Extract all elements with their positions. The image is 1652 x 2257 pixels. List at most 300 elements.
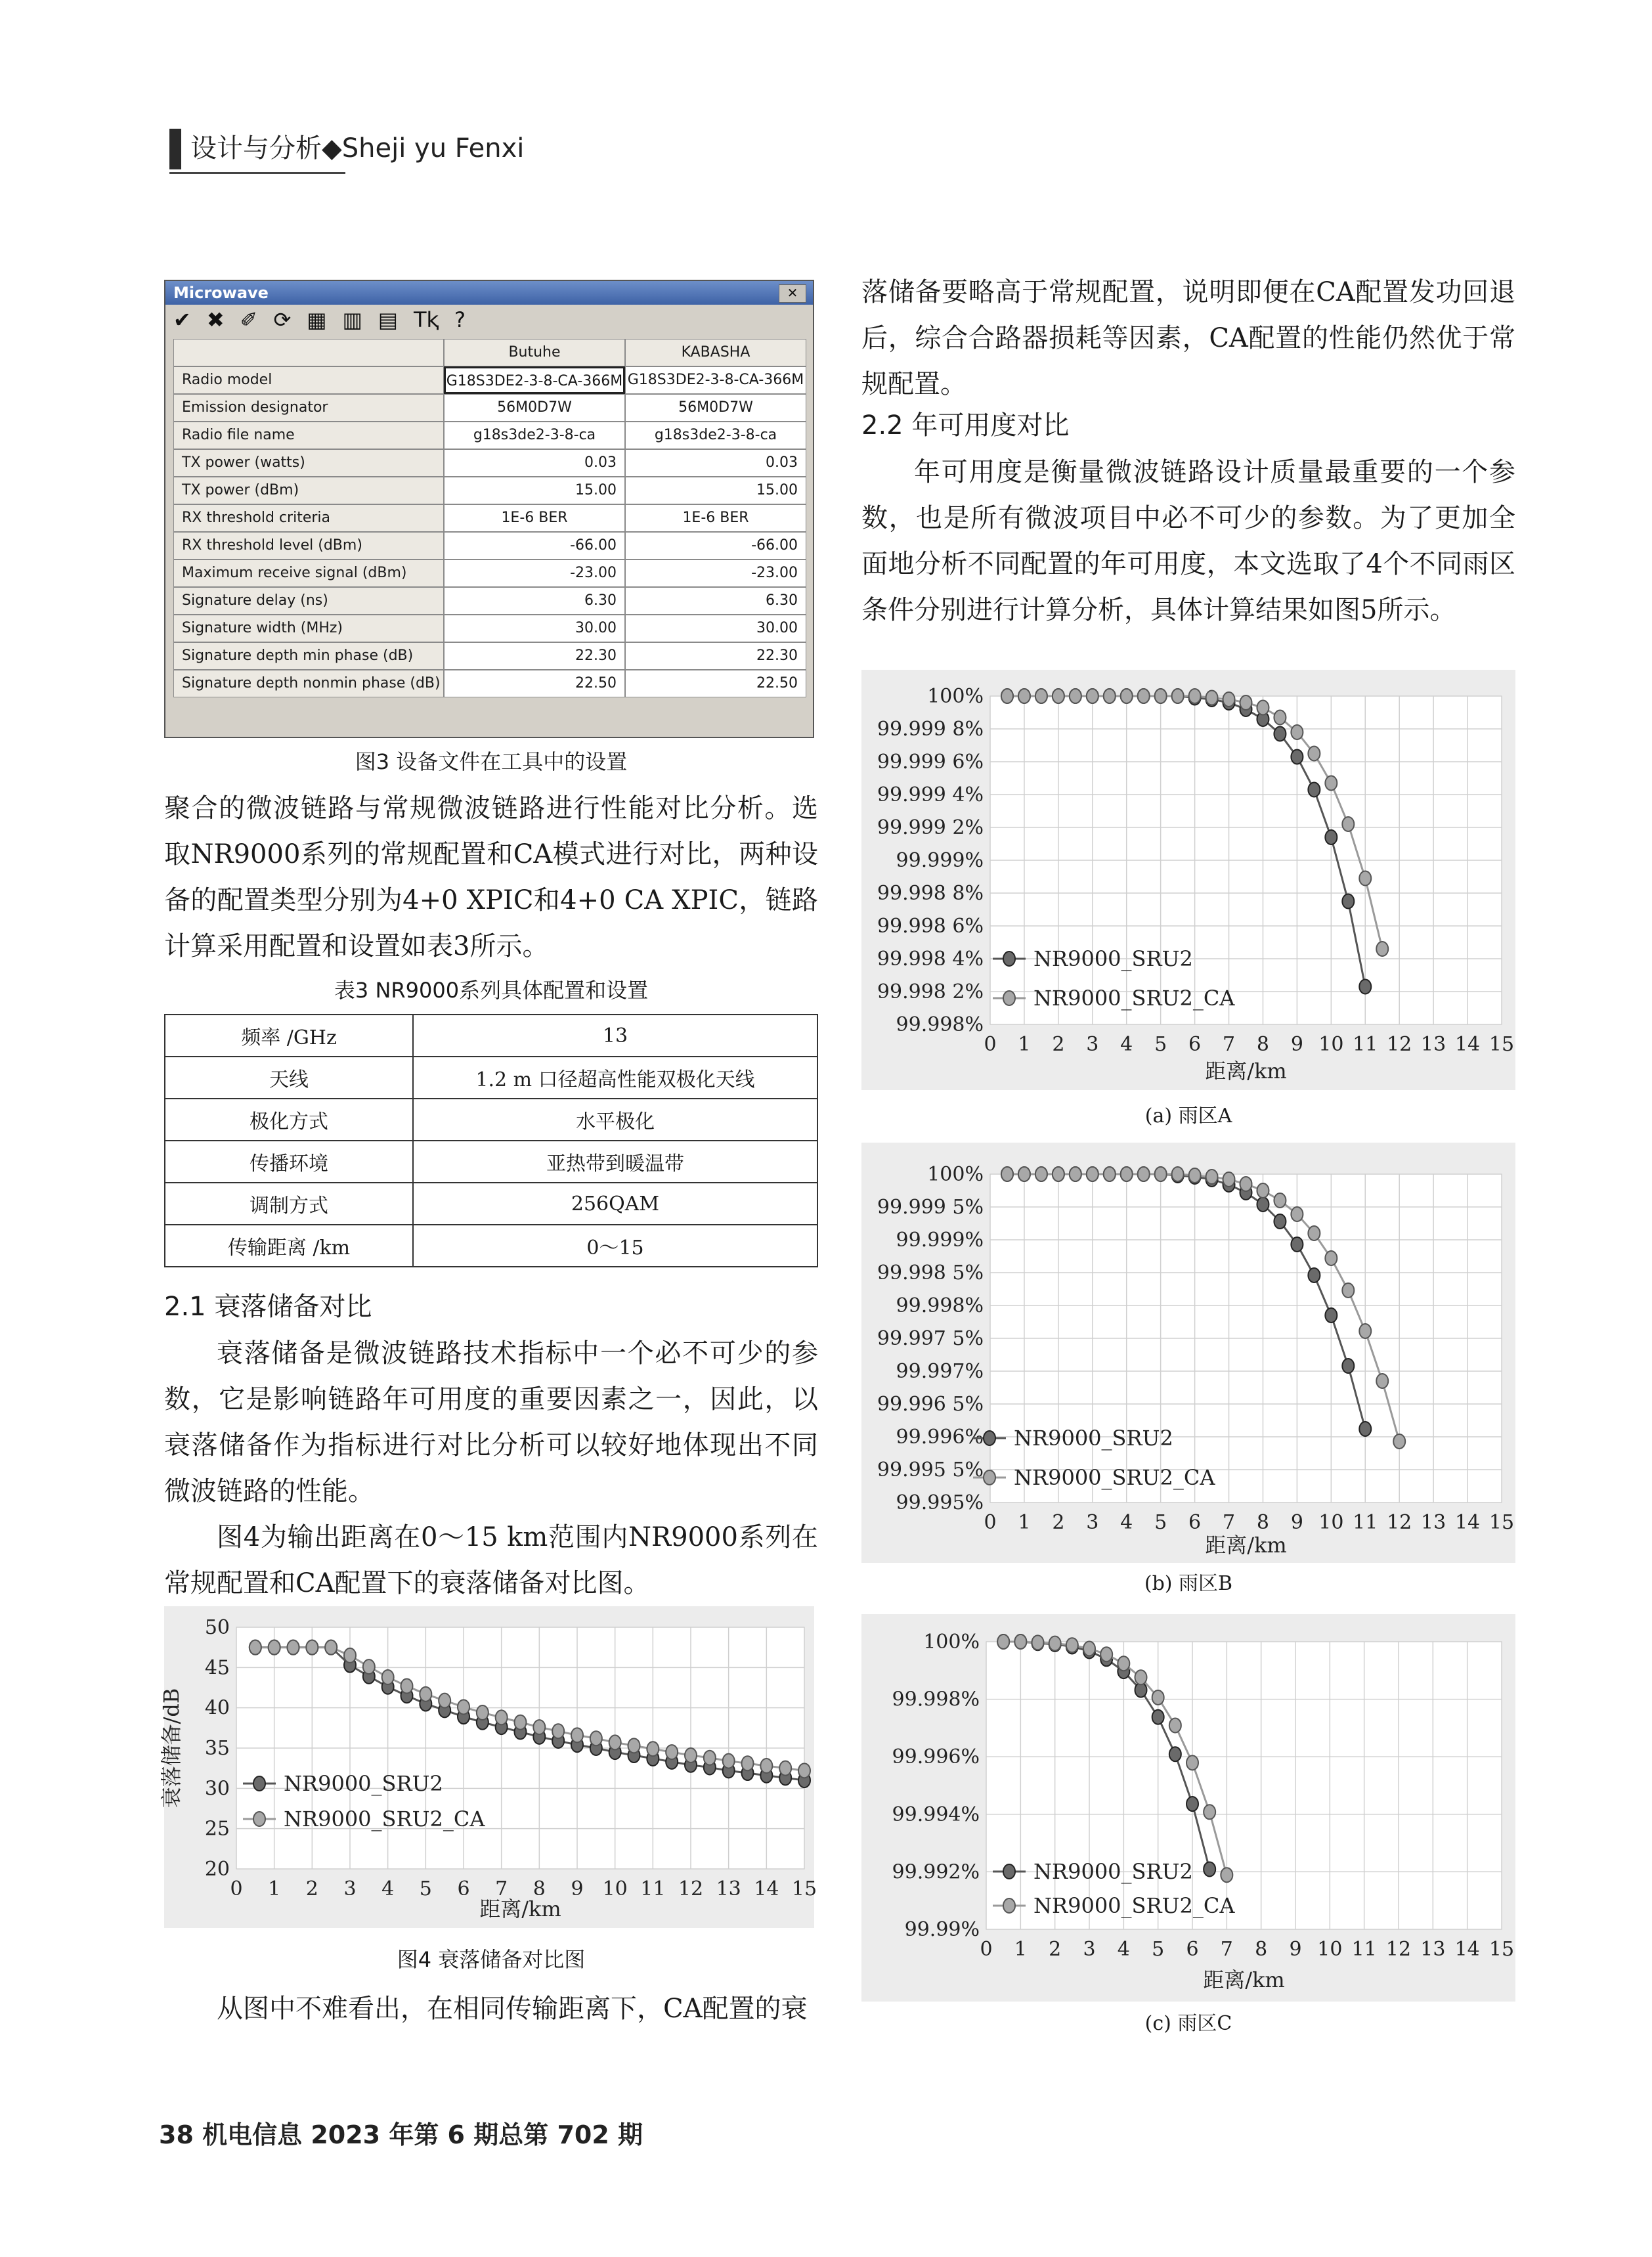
y-tick-label: 100% — [927, 1163, 984, 1186]
table-cell: 传输距离 /km — [165, 1225, 413, 1267]
property-label: Radio file name — [173, 422, 444, 449]
table-cell: 13 — [413, 1015, 817, 1057]
figure5b-caption: (b) 雨区B — [1144, 1572, 1233, 1595]
property-label: Signature depth nonmin phase (dB) — [173, 670, 444, 697]
data-point — [1204, 1805, 1215, 1819]
plot-area — [986, 1642, 1502, 1929]
x-tick-label: 9 — [1290, 1033, 1303, 1056]
x-tick-label: 7 — [1220, 1938, 1233, 1961]
property-value[interactable]: g18s3de2-3-8-ca — [444, 422, 625, 449]
y-tick-label: 35 — [204, 1737, 230, 1760]
y-tick-label: 99.995 5% — [877, 1458, 984, 1481]
x-tick-label: 15 — [1489, 1511, 1515, 1534]
property-value[interactable]: G18S3DE2-3-8-CA-366M — [444, 366, 625, 394]
data-point — [363, 1659, 375, 1674]
x-tick-label: 3 — [1083, 1938, 1096, 1961]
data-point — [760, 1759, 772, 1773]
property-value[interactable]: 15.00 — [444, 477, 625, 504]
table-icon[interactable]: ▦ — [307, 307, 327, 332]
availability-chart-b — [861, 1143, 1515, 1563]
grid-header-cell — [173, 339, 444, 366]
data-point — [1221, 1868, 1232, 1882]
figure5a-chart — [861, 670, 1515, 1090]
property-label: Signature depth min phase (dB) — [173, 642, 444, 670]
y-tick-label: 99.999% — [896, 849, 984, 872]
fade-margin-chart — [159, 1606, 817, 1928]
data-point — [1032, 1635, 1044, 1650]
x-tick-label: 5 — [419, 1877, 432, 1900]
y-tick-label: 99.99% — [904, 1918, 980, 1941]
x-tick-label: 14 — [754, 1877, 779, 1900]
data-point — [1393, 1434, 1405, 1449]
y-tick-label: 99.998% — [892, 1688, 980, 1711]
data-point — [1138, 1167, 1150, 1181]
refresh-icon[interactable]: ⟳ — [273, 307, 292, 332]
data-point — [1308, 783, 1320, 797]
x-tick-label: 2 — [1052, 1033, 1065, 1056]
legend-marker — [1003, 1898, 1015, 1913]
x-tick-label: 3 — [1086, 1511, 1099, 1534]
data-point — [325, 1640, 337, 1655]
y-tick-label: 25 — [204, 1817, 230, 1841]
x-tick-label: 0 — [984, 1033, 997, 1056]
legend-marker — [253, 1812, 265, 1826]
x-tick-label: 13 — [1421, 1033, 1446, 1056]
close-icon[interactable]: ✕ — [779, 284, 806, 303]
page-footer: 38 机电信息 2023 年第 6 期总第 702 期 — [159, 2120, 643, 2149]
legend-marker — [1003, 952, 1015, 966]
data-point — [439, 1694, 450, 1708]
data-point — [1223, 1172, 1235, 1187]
data-point — [1087, 1167, 1098, 1181]
x-tick-label: 5 — [1152, 1938, 1165, 1961]
table-cell: 调制方式 — [165, 1183, 413, 1225]
data-point — [1223, 692, 1235, 707]
table-row — [165, 1183, 817, 1225]
window-titlebar — [165, 281, 813, 305]
y-tick-label: 45 — [204, 1656, 230, 1680]
legend-marker — [1003, 1864, 1015, 1879]
x-axis-label: 距离/km — [479, 1896, 561, 1921]
x-tick-label: 12 — [1387, 1033, 1412, 1056]
data-point — [1325, 1308, 1337, 1323]
y-tick-label: 100% — [927, 685, 984, 708]
data-point — [515, 1715, 527, 1730]
y-tick-label: 99.996% — [892, 1745, 980, 1769]
x-tick-label: 14 — [1454, 1033, 1481, 1056]
x-tick-label: 2 — [1049, 1938, 1062, 1961]
property-value[interactable]: 22.30 — [444, 642, 625, 670]
data-point — [1155, 689, 1167, 703]
x-tick-label: 6 — [1188, 1033, 1202, 1056]
data-point — [1359, 1324, 1371, 1338]
data-point — [1138, 689, 1150, 703]
data-point — [1240, 1177, 1252, 1191]
y-tick-label: 99.995% — [896, 1491, 984, 1514]
table-cell: 天线 — [165, 1057, 413, 1099]
y-tick-label: 20 — [204, 1858, 230, 1881]
data-point — [1274, 1214, 1286, 1229]
property-value[interactable]: g18s3de2-3-8-ca — [625, 422, 806, 449]
grid-icon[interactable]: ▥ — [342, 307, 362, 332]
x-tick-label: 3 — [1086, 1033, 1099, 1056]
x-tick-label: 4 — [1120, 1033, 1133, 1056]
property-label: Signature delay (ns) — [173, 587, 444, 615]
x-tick-label: 11 — [640, 1877, 666, 1900]
header-bar — [169, 129, 181, 169]
x-tick-label: 13 — [1421, 1511, 1446, 1534]
data-point — [1342, 1283, 1354, 1298]
data-point — [1155, 1167, 1167, 1181]
figure5b-chart — [861, 1143, 1515, 1563]
x-tick-label: 15 — [1489, 1938, 1515, 1961]
paragraph: 从图中不难看出，在相同传输距离下，CA配置的衰 — [217, 1994, 808, 2024]
x-tick-label: 9 — [571, 1877, 584, 1900]
x-tick-label: 3 — [343, 1877, 357, 1900]
grid-header-row — [173, 339, 806, 366]
data-point — [533, 1720, 545, 1734]
data-point — [1342, 1359, 1354, 1373]
calc-icon[interactable]: ▤ — [378, 307, 398, 332]
property-label: RX threshold criteria — [173, 504, 444, 532]
table-cell: 极化方式 — [165, 1099, 413, 1141]
data-point — [1186, 1755, 1198, 1770]
grid-header-cell: KABASHA — [625, 339, 806, 366]
data-point — [306, 1640, 318, 1655]
data-point — [590, 1731, 602, 1745]
data-point — [742, 1756, 754, 1770]
property-value[interactable]: 1E-6 BER — [444, 504, 625, 532]
legend-marker — [1003, 991, 1015, 1005]
data-point — [420, 1687, 431, 1701]
property-label: TX power (dBm) — [173, 477, 444, 504]
table-row — [165, 1015, 817, 1057]
data-point — [1359, 871, 1371, 886]
property-value[interactable]: 56M0D7W — [444, 394, 625, 422]
y-tick-label: 99.998% — [896, 1013, 984, 1036]
y-tick-label: 99.999 8% — [877, 718, 984, 741]
figure3-caption: 图3 设备文件在工具中的设置 — [355, 749, 628, 774]
data-point — [1104, 689, 1116, 703]
data-point — [1169, 1718, 1181, 1732]
legend-label: NR9000_SRU2 — [284, 1771, 443, 1796]
y-tick-label: 99.998 6% — [877, 915, 984, 938]
y-tick-label: 99.999 2% — [877, 816, 984, 839]
data-point — [1359, 980, 1371, 994]
table-cell: 水平极化 — [413, 1099, 817, 1141]
data-point — [1308, 747, 1320, 761]
table-row — [173, 394, 806, 422]
data-point — [1152, 1710, 1164, 1724]
x-tick-label: 7 — [1222, 1511, 1236, 1534]
property-value[interactable]: 22.50 — [625, 670, 806, 697]
data-point — [344, 1648, 356, 1663]
data-point — [1325, 776, 1337, 791]
section-heading: 2.1 衰落储备对比 — [164, 1292, 372, 1322]
data-point — [1189, 689, 1201, 703]
legend-label: NR9000_SRU2_CA — [284, 1807, 485, 1831]
y-tick-label: 30 — [204, 1777, 230, 1801]
tr-icon[interactable]: Tⱪ — [413, 307, 439, 332]
data-point — [1274, 1193, 1286, 1208]
property-value[interactable]: 0.03 — [625, 449, 806, 477]
data-point — [997, 1634, 1009, 1649]
y-tick-label: 99.998 5% — [877, 1261, 984, 1284]
y-tick-label: 99.998 8% — [877, 882, 984, 905]
table3-caption: 表3 NR9000系列具体配置和设置 — [334, 978, 649, 1003]
property-value[interactable]: 0.03 — [444, 449, 625, 477]
x-tick-label: 0 — [984, 1511, 997, 1534]
x-axis-label: 距离/km — [1203, 1967, 1285, 1992]
data-point — [609, 1735, 621, 1749]
x-tick-label: 7 — [495, 1877, 508, 1900]
data-point — [250, 1640, 261, 1655]
data-point — [1169, 1747, 1181, 1761]
data-point — [1070, 1167, 1081, 1181]
property-value[interactable]: 6.30 — [444, 587, 625, 615]
data-point — [1274, 727, 1286, 741]
property-value[interactable]: 22.30 — [625, 642, 806, 670]
microwave-window — [164, 280, 814, 738]
x-tick-label: 6 — [1188, 1511, 1202, 1534]
window-title: Microwave — [173, 284, 269, 302]
y-tick-label: 99.998% — [896, 1294, 984, 1317]
x-tick-label: 13 — [716, 1877, 741, 1900]
legend-label: NR9000_SRU2 — [1033, 946, 1193, 971]
figure5a-caption: (a) 雨区A — [1144, 1105, 1232, 1128]
data-point — [1018, 1167, 1030, 1181]
paragraph: 落储备要略高于常规配置，说明即便在CA配置发功回退后，综合合路器损耗等因素，CA配置的性能仍然优于常规配置。 — [861, 277, 1515, 399]
x-tick-label: 10 — [602, 1877, 628, 1900]
y-tick-label: 99.999 4% — [877, 783, 984, 806]
paragraph: 年可用度是衡量微波链路设计质量最重要的一个参数，也是所有微波项目中必不可少的参数。为了更加全面地分析不同配置的年可用度，本文选取了4个不同雨区条件分别进行计算分析，具体计算结果如图5所示。 — [861, 457, 1515, 625]
data-point — [798, 1763, 810, 1778]
x-tick-label: 10 — [1318, 1033, 1344, 1056]
property-label: Radio model — [173, 366, 444, 394]
data-point — [477, 1705, 489, 1720]
table-row — [165, 1141, 817, 1183]
x-tick-label: 14 — [1454, 1511, 1481, 1534]
data-point — [1100, 1647, 1112, 1661]
config-table — [164, 1014, 818, 1267]
x-tick-label: 5 — [1154, 1033, 1167, 1056]
y-tick-label: 50 — [204, 1616, 230, 1639]
data-point — [1066, 1638, 1078, 1652]
y-tick-label: 99.999 5% — [877, 1196, 984, 1219]
x-tick-label: 1 — [268, 1877, 281, 1900]
data-point — [1257, 1183, 1269, 1198]
data-point — [1308, 1268, 1320, 1282]
data-point — [1135, 1670, 1147, 1684]
data-point — [1053, 689, 1064, 703]
x-tick-label: 4 — [1120, 1511, 1133, 1534]
data-point — [1035, 689, 1047, 703]
data-point — [458, 1699, 469, 1714]
x-tick-label: 0 — [230, 1877, 243, 1900]
brush-icon[interactable]: ✐ — [240, 307, 258, 332]
table-cell: 0～15 — [413, 1225, 817, 1267]
table-row — [173, 449, 806, 477]
x-axis-label: 距离/km — [1205, 1059, 1287, 1084]
table-row — [173, 532, 806, 559]
property-label: RX threshold level (dBm) — [173, 532, 444, 559]
property-value[interactable]: 15.00 — [625, 477, 806, 504]
data-point — [382, 1670, 394, 1684]
data-point — [1001, 689, 1013, 703]
figure5c-chart — [861, 1614, 1515, 2002]
property-value[interactable]: 1E-6 BER — [625, 504, 806, 532]
x-tick-label: 9 — [1289, 1938, 1302, 1961]
property-value[interactable]: -23.00 — [625, 559, 806, 587]
y-tick-label: 99.999% — [896, 1229, 984, 1252]
data-point — [1049, 1636, 1061, 1651]
x-tick-label: 12 — [678, 1877, 704, 1900]
data-point — [1186, 1797, 1198, 1811]
property-value[interactable]: 22.50 — [444, 670, 625, 697]
legend-marker — [984, 1431, 995, 1445]
data-point — [1274, 711, 1286, 725]
x-tick-label: 2 — [305, 1877, 318, 1900]
data-point — [1206, 691, 1218, 705]
check-icon[interactable]: ✔ — [173, 307, 191, 332]
table-row — [173, 366, 806, 394]
table-row — [165, 1225, 817, 1267]
data-point — [1014, 1634, 1026, 1649]
legend-marker — [984, 1470, 995, 1485]
legend-label: NR9000_SRU2_CA — [1033, 1893, 1235, 1918]
y-tick-label: 99.994% — [892, 1803, 980, 1826]
x-tick-label: 8 — [1256, 1033, 1270, 1056]
x-tick-label: 15 — [791, 1877, 817, 1900]
header-rule — [169, 172, 345, 174]
y-tick-label: 99.999 6% — [877, 751, 984, 774]
property-label: TX power (watts) — [173, 449, 444, 477]
x-tick-label: 1 — [1018, 1511, 1031, 1534]
x-tick-label: 10 — [1318, 1511, 1344, 1534]
legend-label: NR9000_SRU2 — [1014, 1426, 1173, 1451]
figure4-caption: 图4 衰落储备对比图 — [397, 1947, 586, 1972]
property-value[interactable]: -23.00 — [444, 559, 625, 587]
help-icon[interactable]: ? — [454, 307, 466, 332]
x-tick-label: 1 — [1018, 1033, 1031, 1056]
x-tick-label: 2 — [1052, 1511, 1065, 1534]
table-row — [173, 477, 806, 504]
data-point — [1257, 701, 1269, 715]
x-tick-label: 11 — [1353, 1511, 1378, 1534]
running-header: 设计与分析◆Sheji yu Fenxi — [190, 133, 525, 164]
property-label: Maximum receive signal (dBm) — [173, 559, 444, 587]
x-tick-label: 11 — [1353, 1033, 1378, 1056]
data-point — [779, 1761, 791, 1776]
table-row — [173, 615, 806, 642]
legend-label: NR9000_SRU2_CA — [1014, 1465, 1215, 1490]
property-value[interactable]: -66.00 — [625, 532, 806, 559]
table-row — [173, 559, 806, 587]
x-tick-label: 12 — [1387, 1511, 1412, 1534]
data-point — [1291, 1207, 1303, 1221]
x-tick-label: 12 — [1385, 1938, 1412, 1961]
y-tick-label: 99.992% — [892, 1860, 980, 1884]
y-tick-label: 100% — [923, 1631, 980, 1654]
data-point — [1257, 1197, 1269, 1212]
table-cell: 频率 /GHz — [165, 1015, 413, 1057]
table-cell: 1.2 m 口径超高性能双极化天线 — [413, 1057, 817, 1099]
figure5c-caption: (c) 雨区C — [1144, 2012, 1232, 2035]
x-tick-label: 8 — [1256, 1511, 1270, 1534]
property-value[interactable]: G18S3DE2-3-8-CA-366M — [625, 366, 806, 394]
table-row — [165, 1099, 817, 1141]
data-point — [496, 1710, 508, 1724]
legend-label: NR9000_SRU2_CA — [1033, 986, 1235, 1011]
x-tick-label: 6 — [1186, 1938, 1199, 1961]
availability-chart-c — [861, 1614, 1515, 2002]
x-tick-label: 0 — [980, 1938, 993, 1961]
data-point — [1291, 750, 1303, 764]
data-point — [1325, 1251, 1337, 1265]
data-point — [704, 1751, 716, 1765]
x-axis-label: 距离/km — [1205, 1533, 1287, 1558]
data-point — [666, 1745, 678, 1759]
data-point — [552, 1724, 564, 1738]
table-row — [173, 504, 806, 532]
data-point — [1172, 1167, 1184, 1181]
x-tick-label: 10 — [1317, 1938, 1343, 1961]
table-row — [165, 1057, 817, 1099]
table-cell: 亚热带到暖温带 — [413, 1141, 817, 1183]
x-tick-label: 8 — [1255, 1938, 1268, 1961]
x-tick-label: 4 — [1117, 1938, 1130, 1961]
property-value[interactable]: 6.30 — [625, 587, 806, 615]
data-point — [401, 1679, 413, 1694]
x-tick-label: 11 — [1351, 1938, 1377, 1961]
y-tick-label: 99.996 5% — [877, 1393, 984, 1416]
data-point — [1001, 1167, 1013, 1181]
x-tick-label: 4 — [381, 1877, 395, 1900]
data-point — [1240, 695, 1252, 710]
table-cell: 传播环境 — [165, 1141, 413, 1183]
data-point — [1087, 689, 1098, 703]
data-point — [288, 1640, 299, 1655]
data-point — [1204, 1862, 1215, 1876]
x-tick-label: 15 — [1489, 1033, 1515, 1056]
data-point — [1035, 1167, 1047, 1181]
data-point — [1053, 1167, 1064, 1181]
x-tick-label: 13 — [1420, 1938, 1446, 1961]
data-point — [628, 1738, 640, 1753]
data-point — [1342, 894, 1354, 909]
property-value[interactable]: 30.00 — [625, 615, 806, 642]
paragraph: 聚合的微波链路与常规微波链路进行性能对比分析。选取NR9000系列的常规配置和CA模式进行对比，两种设备的配置类型分别为4+0 XPIC和4+0 CA XPIC，链路计算采用配置和设置如表3所示。 — [164, 793, 818, 961]
data-point — [1083, 1642, 1095, 1656]
data-point — [1376, 942, 1388, 956]
legend-marker — [253, 1776, 265, 1791]
y-tick-label: 99.997 5% — [877, 1327, 984, 1350]
table-row — [173, 422, 806, 449]
x-tick-label: 1 — [1014, 1938, 1027, 1961]
table-row — [173, 670, 806, 697]
x-tick-label: 6 — [457, 1877, 470, 1900]
x-tick-label: 9 — [1290, 1511, 1303, 1534]
legend-label: NR9000_SRU2 — [1033, 1859, 1193, 1884]
property-value[interactable]: 56M0D7W — [625, 394, 806, 422]
property-value[interactable]: 30.00 — [444, 615, 625, 642]
property-value[interactable]: -66.00 — [444, 532, 625, 559]
y-tick-label: 99.996% — [896, 1426, 984, 1449]
data-point — [1070, 689, 1081, 703]
figure4-chart — [159, 1606, 817, 1928]
delete-icon[interactable]: ✖ — [206, 307, 225, 332]
data-point — [685, 1748, 697, 1763]
